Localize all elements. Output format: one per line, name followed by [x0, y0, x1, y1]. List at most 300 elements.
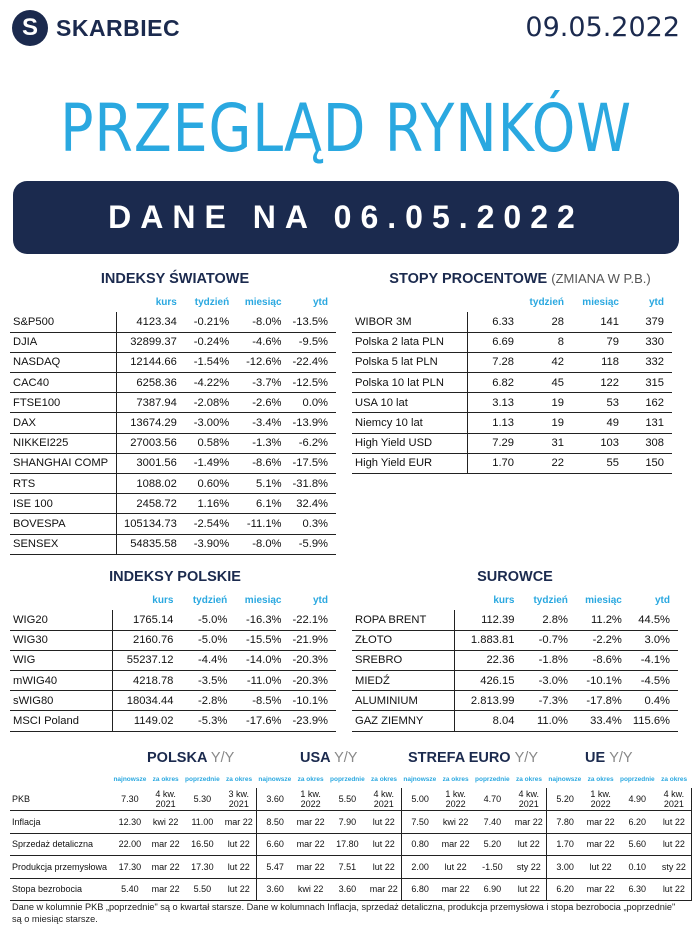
row-label: NASDAQ	[10, 352, 117, 372]
macro-value-cell: 17.30	[183, 856, 222, 879]
value-cell: 2458.72	[117, 494, 185, 514]
value-cell: 32899.37	[117, 332, 185, 352]
macro-value-cell: 7.90	[328, 811, 367, 834]
macro-value-cell: 0.80	[401, 833, 438, 856]
value-cell: -8.6%	[237, 453, 289, 473]
value-cell: -5.0%	[181, 610, 235, 630]
row-label: ISE 100	[10, 494, 117, 514]
row-label: MSCI Poland	[10, 711, 113, 731]
row-label: WIBOR 3M	[352, 312, 467, 332]
value-cell: -5.9%	[290, 534, 336, 554]
macro-value-cell: mar 22	[367, 878, 402, 901]
macro-value-cell: lut 22	[367, 811, 402, 834]
table-row	[10, 691, 336, 711]
macro-value-cell: mar 22	[148, 833, 183, 856]
table-row	[10, 393, 336, 413]
value-cell: 162	[627, 393, 672, 413]
macro-value-cell: 8.50	[256, 811, 293, 834]
macro-value-cell: 4 kw. 2021	[148, 788, 183, 811]
value-cell: 31	[522, 433, 572, 453]
header-spacer	[10, 590, 113, 610]
world-indices-title: INDEKSY ŚWIATOWE	[100, 271, 250, 287]
table-header-row	[352, 590, 678, 610]
macro-value-cell: lut 22	[657, 878, 692, 901]
macro-row-label: PKB	[10, 788, 111, 811]
table-header-row	[352, 292, 672, 312]
row-label: MIEDŹ	[352, 671, 454, 691]
value-cell: -3.0%	[522, 671, 575, 691]
macro-group-name: STREFA EURO	[408, 750, 511, 766]
row-label: DAX	[10, 413, 117, 433]
macro-row-label: Inflacja	[10, 811, 111, 834]
macro-value-cell: 1.70	[546, 833, 583, 856]
macro-group-yy: Y/Y	[334, 750, 358, 766]
row-label: CAC40	[10, 373, 117, 393]
page-title: PRZEGLĄD RYNKÓW	[60, 90, 632, 167]
column-header: miesiąc	[244, 594, 282, 606]
value-cell: 55	[572, 453, 627, 473]
value-cell: 6.69	[467, 332, 522, 352]
macro-subcolumn-header: najnowsze	[113, 775, 147, 783]
row-label: NIKKEI225	[10, 433, 117, 453]
macro-value-cell: 3.60	[256, 788, 293, 811]
macro-value-cell: kwi 22	[293, 878, 328, 901]
rates-title-main: STOPY PROCENTOWE	[389, 271, 548, 287]
value-cell: 6.1%	[237, 494, 289, 514]
macro-subcolumn-header: poprzednie	[475, 775, 510, 783]
value-cell: 112.39	[454, 610, 522, 630]
macro-value-cell: 4 kw. 2021	[512, 788, 547, 811]
value-cell: -8.0%	[237, 312, 289, 332]
value-cell: 2160.76	[113, 630, 182, 650]
macro-subcolumn-header: za okres	[297, 775, 324, 783]
row-label: SHANGHAI COMP	[10, 453, 117, 473]
value-cell: 44.5%	[630, 610, 678, 630]
value-cell: -14.0%	[235, 650, 289, 670]
value-cell: 53	[572, 393, 627, 413]
column-header: tydzień	[194, 296, 230, 308]
data-date-banner: DANE NA 06.05.2022	[13, 181, 679, 254]
row-label: ZŁOTO	[352, 630, 454, 650]
value-cell: 103	[572, 433, 627, 453]
value-cell: -4.5%	[630, 671, 678, 691]
value-cell: 308	[627, 433, 672, 453]
macro-group-title-eurozone	[408, 750, 538, 766]
value-cell: -2.08%	[185, 393, 237, 413]
value-cell: -1.49%	[185, 453, 237, 473]
table-row	[352, 650, 678, 670]
macro-value-cell: 1 kw. 2022	[438, 788, 473, 811]
value-cell: 11.0%	[522, 711, 575, 731]
macro-value-cell: lut 22	[222, 833, 257, 856]
value-cell: -2.8%	[181, 691, 235, 711]
value-cell: 332	[627, 352, 672, 372]
macro-value-cell: 2.00	[401, 856, 438, 879]
value-cell: 22.36	[454, 650, 522, 670]
value-cell: -10.1%	[576, 671, 630, 691]
table-row	[352, 453, 672, 473]
value-cell: -2.54%	[185, 514, 237, 534]
value-cell: -5.0%	[181, 630, 235, 650]
value-cell: 8.04	[454, 711, 522, 731]
row-label: High Yield EUR	[352, 453, 467, 473]
macro-value-cell: lut 22	[367, 856, 402, 879]
table-row	[352, 433, 672, 453]
macro-value-cell: 4 kw. 2021	[657, 788, 692, 811]
macro-value-cell: 5.47	[256, 856, 293, 879]
logo-s-icon: S	[12, 10, 48, 46]
value-cell: 0.4%	[630, 691, 678, 711]
macro-row	[10, 788, 692, 811]
row-label: GAZ ZIEMNY	[352, 711, 454, 731]
header	[12, 8, 680, 48]
value-cell: 141	[572, 312, 627, 332]
value-cell: -4.22%	[185, 373, 237, 393]
table-row	[10, 650, 336, 670]
value-cell: -23.9%	[290, 711, 337, 731]
value-cell: -4.1%	[630, 650, 678, 670]
value-cell: 2.813.99	[454, 691, 522, 711]
table-row	[10, 711, 336, 731]
value-cell: -3.7%	[237, 373, 289, 393]
value-cell: -13.9%	[290, 413, 336, 433]
macro-value-cell: kwi 22	[148, 811, 183, 834]
macro-value-cell: 5.30	[183, 788, 222, 811]
column-header: ytd	[649, 296, 664, 308]
column-header: ytd	[313, 594, 328, 606]
macro-value-cell: 5.50	[183, 878, 222, 901]
value-cell: 4123.34	[117, 312, 185, 332]
macro-value-cell: 1 kw. 2022	[293, 788, 328, 811]
value-cell: -11.0%	[235, 671, 289, 691]
value-cell: -8.5%	[235, 691, 289, 711]
value-cell: -9.5%	[290, 332, 336, 352]
macro-subcolumn-header: za okres	[442, 775, 469, 783]
macro-value-cell: lut 22	[512, 833, 547, 856]
value-cell: -0.24%	[185, 332, 237, 352]
value-cell: -3.00%	[185, 413, 237, 433]
value-cell: 3001.56	[117, 453, 185, 473]
value-cell: 79	[572, 332, 627, 352]
table-row	[10, 474, 336, 494]
macro-value-cell: mar 22	[293, 856, 328, 879]
value-cell: 0.58%	[185, 433, 237, 453]
rates-subtitle: (ZMIANA W P.B.)	[551, 271, 651, 286]
macro-value-cell: mar 22	[293, 811, 328, 834]
value-cell: -15.5%	[235, 630, 289, 650]
value-cell: 426.15	[454, 671, 522, 691]
macro-value-cell: lut 22	[438, 856, 473, 879]
macro-value-cell: mar 22	[148, 856, 183, 879]
value-cell: -17.5%	[290, 453, 336, 473]
macro-value-cell: 4.90	[618, 788, 657, 811]
macro-value-cell: 7.50	[401, 811, 438, 834]
macro-value-cell: 5.60	[618, 833, 657, 856]
logo-text: SKARBIEC	[56, 14, 181, 41]
macro-value-cell: 6.90	[473, 878, 512, 901]
table-row	[352, 373, 672, 393]
value-cell: 2.8%	[522, 610, 575, 630]
value-cell: 18034.44	[113, 691, 182, 711]
value-cell: 33.4%	[576, 711, 630, 731]
macro-value-cell: lut 22	[657, 811, 692, 834]
table-row	[352, 630, 678, 650]
macro-value-cell: 12.30	[111, 811, 148, 834]
value-cell: 1.13	[467, 413, 522, 433]
value-cell: 1088.02	[117, 474, 185, 494]
macro-value-cell: 7.80	[546, 811, 583, 834]
value-cell: -10.1%	[290, 691, 337, 711]
value-cell: -3.4%	[237, 413, 289, 433]
macro-value-cell: mar 22	[583, 833, 618, 856]
macro-value-cell: 11.00	[183, 811, 222, 834]
macro-value-cell: mar 22	[293, 833, 328, 856]
value-cell: 19	[522, 413, 572, 433]
value-cell: -0.21%	[185, 312, 237, 332]
macro-group-yy: Y/Y	[514, 750, 538, 766]
value-cell: 1.883.81	[454, 630, 522, 650]
value-cell: 42	[522, 352, 572, 372]
macro-value-cell: 7.51	[328, 856, 367, 879]
value-cell: 12144.66	[117, 352, 185, 372]
row-label: Niemcy 10 lat	[352, 413, 467, 433]
macro-subcolumn-header: najnowsze	[258, 775, 292, 783]
macro-value-cell: 6.30	[618, 878, 657, 901]
macro-value-cell: lut 22	[367, 833, 402, 856]
table-row	[10, 352, 336, 372]
value-cell: 3.13	[467, 393, 522, 413]
table-header-row	[10, 292, 336, 312]
table-row	[352, 393, 672, 413]
commodities-title: SUROWCE	[477, 569, 553, 585]
macro-row	[10, 833, 692, 856]
macro-group-yy: Y/Y	[210, 750, 235, 766]
value-cell: -21.9%	[290, 630, 337, 650]
macro-value-cell: lut 22	[657, 833, 692, 856]
macro-value-cell: 1 kw. 2022	[583, 788, 618, 811]
macro-group-name: UE	[585, 750, 606, 766]
value-cell: -17.8%	[576, 691, 630, 711]
table-row	[10, 630, 336, 650]
value-cell: -1.8%	[522, 650, 575, 670]
value-cell: 6258.36	[117, 373, 185, 393]
macro-value-cell: 5.40	[111, 878, 148, 901]
macro-value-cell: -1.50	[473, 856, 512, 879]
row-label: USA 10 lat	[352, 393, 467, 413]
macro-subcolumn-header: za okres	[371, 775, 398, 783]
table-row	[352, 711, 678, 731]
value-cell: -0.7%	[522, 630, 575, 650]
value-cell: 22	[522, 453, 572, 473]
column-header: kurs	[493, 594, 515, 606]
world-indices-table	[10, 292, 336, 555]
row-label: S&P500	[10, 312, 117, 332]
table-row	[10, 453, 336, 473]
macro-value-cell: mar 22	[438, 878, 473, 901]
table-row	[352, 691, 678, 711]
value-cell: 0.60%	[185, 474, 237, 494]
value-cell: 315	[627, 373, 672, 393]
macro-value-cell: mar 22	[148, 878, 183, 901]
value-cell: -16.3%	[235, 610, 289, 630]
macro-subcolumn-header: najnowsze	[548, 775, 582, 783]
macro-row	[10, 878, 692, 901]
value-cell: 1.16%	[185, 494, 237, 514]
footnote: Dane w kolumnie PKB „poprzednie" są o kwartał starsze. Dane w kolumnach Inflacja, sprzedaż detaliczna, produkcja przemysłowa i stopa bezrobocia „poprzednie" są o miesiąc starsze.	[12, 902, 676, 924]
macro-value-cell: mar 22	[583, 811, 618, 834]
value-cell: -1.54%	[185, 352, 237, 372]
macro-value-cell: 3.60	[256, 878, 293, 901]
value-cell: -17.6%	[235, 711, 289, 731]
row-label: mWIG40	[10, 671, 113, 691]
header-spacer	[10, 292, 117, 312]
value-cell: 55237.12	[113, 650, 182, 670]
macro-value-cell: 3.00	[546, 856, 583, 879]
macro-subcolumn-header: za okres	[587, 775, 614, 783]
table-row	[352, 312, 672, 332]
value-cell: 28	[522, 312, 572, 332]
macro-value-cell: lut 22	[222, 878, 257, 901]
value-cell: -1.3%	[237, 433, 289, 453]
macro-subcolumn-header: najnowsze	[403, 775, 437, 783]
macro-value-cell: lut 22	[512, 878, 547, 901]
polish-indices-table	[10, 590, 336, 732]
macro-group-yy: Y/Y	[609, 750, 633, 766]
row-label: FTSE100	[10, 393, 117, 413]
header-spacer	[352, 292, 467, 312]
value-cell: 7387.94	[117, 393, 185, 413]
macro-row-label: Stopa bezrobocia	[10, 878, 111, 901]
macro-value-cell: kwi 22	[438, 811, 473, 834]
value-cell: 54835.58	[117, 534, 185, 554]
value-cell: -7.3%	[522, 691, 575, 711]
value-cell: 105134.73	[117, 514, 185, 534]
macro-value-cell: lut 22	[583, 856, 618, 879]
row-label: BOVESPA	[10, 514, 117, 534]
commodities-table	[352, 590, 678, 732]
macro-row	[10, 811, 692, 834]
value-cell: 5.1%	[237, 474, 289, 494]
macro-subcolumn-header: poprzednie	[185, 775, 220, 783]
value-cell: 1.70	[467, 453, 522, 473]
macro-row	[10, 856, 692, 879]
rates-table	[352, 292, 672, 474]
row-label: SREBRO	[352, 650, 454, 670]
table-row	[10, 433, 336, 453]
value-cell: 8	[522, 332, 572, 352]
macro-row-label: Produkcja przemysłowa	[10, 856, 111, 879]
row-label: DJIA	[10, 332, 117, 352]
row-label: Polska 2 lata PLN	[352, 332, 467, 352]
value-cell: 49	[572, 413, 627, 433]
macro-value-cell: 6.60	[256, 833, 293, 856]
value-cell: 19	[522, 393, 572, 413]
row-label: WIG20	[10, 610, 113, 630]
value-cell: -12.6%	[237, 352, 289, 372]
value-cell: 330	[627, 332, 672, 352]
value-cell: -20.3%	[290, 650, 337, 670]
table-row	[352, 671, 678, 691]
value-cell: -3.5%	[181, 671, 235, 691]
table-row	[352, 610, 678, 630]
macro-group-name: POLSKA	[147, 750, 207, 766]
table-row	[10, 413, 336, 433]
value-cell: 150	[627, 453, 672, 473]
table-row	[352, 413, 672, 433]
column-header: ytd	[313, 296, 328, 308]
macro-value-cell: 4 kw. 2021	[367, 788, 402, 811]
macro-subcolumn-header: poprzednie	[330, 775, 365, 783]
macro-value-cell: 7.40	[473, 811, 512, 834]
value-cell: 0.0%	[290, 393, 336, 413]
report-date: 09.05.2022	[525, 12, 680, 43]
header-spacer	[10, 770, 111, 788]
macro-value-cell: 4.70	[473, 788, 512, 811]
column-header: tydzień	[533, 594, 568, 606]
macro-value-cell: 16.50	[183, 833, 222, 856]
macro-value-cell: 22.00	[111, 833, 148, 856]
value-cell: 122	[572, 373, 627, 393]
rates-title	[370, 271, 670, 287]
polish-indices-title: INDEKSY POLSKIE	[109, 569, 241, 585]
table-row	[352, 332, 672, 352]
macro-value-cell: lut 22	[222, 856, 257, 879]
value-cell: 115.6%	[630, 711, 678, 731]
value-cell: 1765.14	[113, 610, 182, 630]
row-label: RTS	[10, 474, 117, 494]
macro-value-cell: 17.80	[328, 833, 367, 856]
macro-group-name: USA	[300, 750, 331, 766]
table-row	[10, 610, 336, 630]
macro-value-cell: mar 22	[222, 811, 257, 834]
skarbiec-logo	[12, 10, 180, 46]
table-row	[10, 494, 336, 514]
column-header: miesiąc	[582, 296, 619, 308]
macro-subcolumn-header: za okres	[152, 775, 179, 783]
macro-group-title-eu	[585, 750, 633, 766]
macro-table	[10, 770, 692, 901]
macro-value-cell: 5.50	[328, 788, 367, 811]
macro-value-cell: mar 22	[583, 878, 618, 901]
macro-subcolumn-header: za okres	[661, 775, 688, 783]
macro-value-cell: 6.20	[546, 878, 583, 901]
column-header: ytd	[655, 594, 670, 606]
value-cell: 131	[627, 413, 672, 433]
value-cell: 1149.02	[113, 711, 182, 731]
macro-value-cell: mar 22	[438, 833, 473, 856]
macro-value-cell: mar 22	[512, 811, 547, 834]
table-row	[10, 534, 336, 554]
table-row	[352, 352, 672, 372]
value-cell: 118	[572, 352, 627, 372]
macro-row-label: Sprzedaż detaliczna	[10, 833, 111, 856]
value-cell: -8.0%	[237, 534, 289, 554]
value-cell: -4.6%	[237, 332, 289, 352]
header-spacer	[467, 292, 522, 312]
header-spacer	[352, 590, 454, 610]
row-label: Polska 5 lat PLN	[352, 352, 467, 372]
value-cell: 13674.29	[117, 413, 185, 433]
value-cell: -4.4%	[181, 650, 235, 670]
row-label: ALUMINIUM	[352, 691, 454, 711]
value-cell: -2.2%	[576, 630, 630, 650]
column-header: kurs	[155, 296, 177, 308]
table-row	[10, 332, 336, 352]
macro-group-title-poland	[147, 750, 234, 766]
row-label: SENSEX	[10, 534, 117, 554]
value-cell: -22.1%	[290, 610, 337, 630]
row-label: ROPA BRENT	[352, 610, 454, 630]
